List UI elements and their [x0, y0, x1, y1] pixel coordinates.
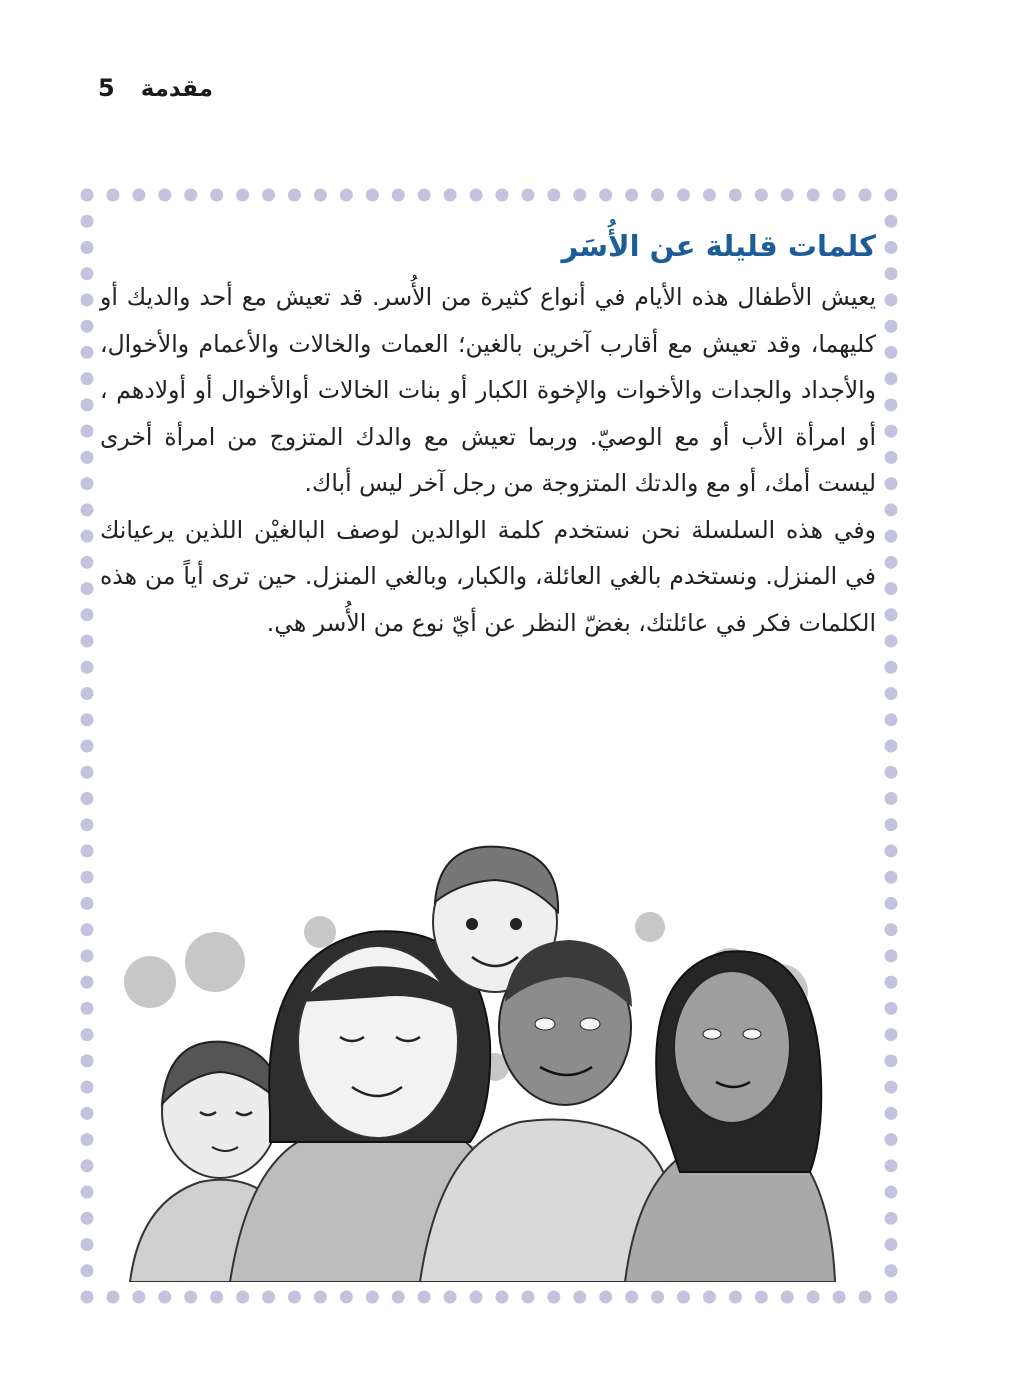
running-head — [98, 74, 213, 102]
page-number: 5 — [98, 74, 115, 102]
section-name: مقدمة — [140, 76, 213, 102]
girl-figure — [625, 951, 835, 1282]
paragraph-1: يعيش الأطفال هذه الأيام في أنواع كثيرة من الأُسر. قد تعيش مع أحد والديك أو كليهما، وقد تعيش مع أقارب آخرين بالغين؛ العمات والخالات والأعمام والأخوال، والأجداد والجدات والأخوات والإخوة الكبار أو بنات الخالات أوالأخوال أو أولادهم ، أو امرأة الأب أو مع الوصيّ. وربما تعيش مع والدك المتزوج من امرأة أخرى ليست أمك، أو مع والدتك المتزوجة من رجل آخر ليس أباك. — [100, 283, 876, 497]
text-box — [100, 224, 876, 646]
box-title: كلمات قليلة عن الأُسَر — [561, 229, 876, 263]
paragraph-2: وفي هذه السلسلة نحن نستخدم كلمة الوالدين لوصف البالغيْن اللذين يرعيانك في المنزل. ونستخدم بالغي العائلة، والكبار، وبالغي المنزل. حين ترى أياً من هذه الكلمات فكر في عائلتك، بغضّ النظر عن أيّ نوع من الأُسر هي. — [100, 515, 876, 637]
family-illustration — [120, 812, 840, 1282]
